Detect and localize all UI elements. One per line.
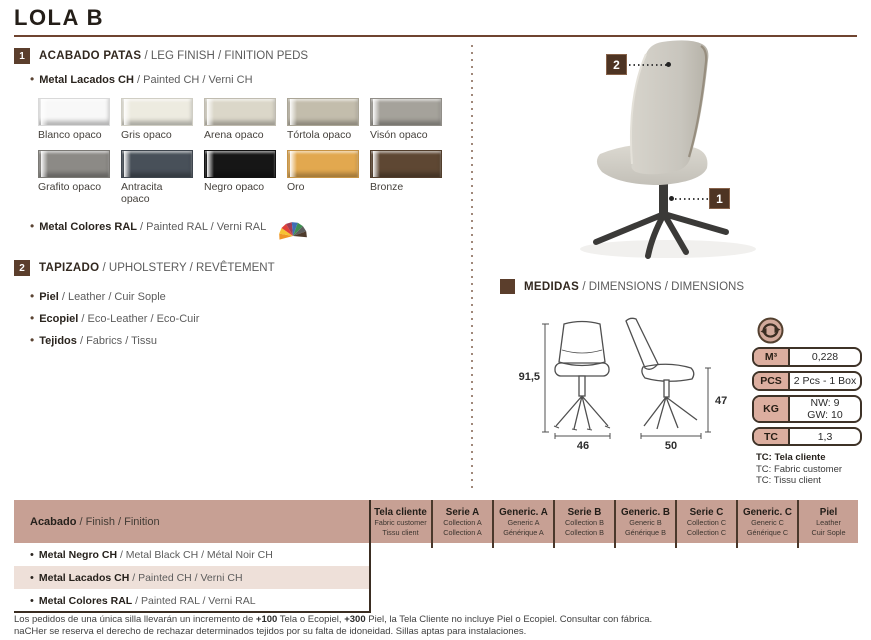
- swatch-item: Visón opaco: [370, 98, 442, 141]
- swatch-item: Gris opaco: [121, 98, 193, 141]
- spec-label: KG: [754, 397, 790, 421]
- dimensions-header: [500, 279, 744, 294]
- spec-row-volume: [752, 347, 862, 367]
- color-swatch: [287, 150, 359, 178]
- swivel-rotation-icon: [757, 317, 784, 344]
- footnote-line-2: naCHer se reserva el derecho de rechazar determinados tejidos por su falta de idoneidad. Sillas aptas para instalaciones.: [14, 625, 527, 637]
- column-header: Serie A Collection A Collection A: [431, 500, 492, 543]
- swatch-item: Arena opaco: [204, 98, 276, 141]
- column-tick: [675, 543, 677, 548]
- column-tick: [614, 543, 616, 548]
- callout-2-leader-line: [629, 64, 667, 66]
- column-header: Piel Leather Cuir Sople: [797, 500, 858, 543]
- spec-value: NW: 9 GW: 10: [807, 397, 843, 421]
- upholstery-item: • Tejidos / Fabrics / Tissu: [30, 333, 157, 347]
- color-swatch: [370, 150, 442, 178]
- callout-1-leader-line: [675, 198, 708, 200]
- bullet-icon: •: [30, 333, 35, 347]
- section-1-title: ACABADO PATAS / LEG FINISH / FINITION PEDS: [39, 50, 309, 62]
- column-header: Serie C Collection C Collection C: [675, 500, 736, 543]
- table-row: • Metal Lacados CH / Painted CH / Verni CH: [14, 566, 371, 589]
- color-swatch: [204, 150, 276, 178]
- bullet-icon: •: [30, 311, 35, 325]
- swatch-item: Oro: [287, 150, 359, 205]
- section-leg-finish-header: [14, 48, 308, 64]
- swatch-item: Blanco opaco: [38, 98, 110, 141]
- bullet-icon: •: [30, 571, 34, 584]
- bullet-icon: •: [30, 594, 34, 607]
- tc-notes: [756, 452, 842, 487]
- bullet-icon: •: [30, 289, 35, 303]
- footnote: [14, 614, 857, 637]
- column-header: Generic. A Generic A Générique A: [492, 500, 553, 543]
- dotted-divider: [471, 45, 473, 490]
- swatch-item: Grafito opaco: [38, 150, 110, 205]
- dim-side-depth-label: 50: [664, 440, 678, 452]
- column-tick: [492, 543, 494, 548]
- bullet-icon: •: [30, 219, 35, 233]
- footnote-line-1: Los pedidos de una única silla llevarán un incremento de +100 Tela o Ecopiel, +300 Piel, la Tela Cliente no incluye Piel o Ecopiel. Consultar con fábrica.: [14, 614, 653, 625]
- table-row: • Metal Negro CH / Metal Black CH / Métal Noir CH: [30, 548, 273, 561]
- column-tick: [797, 543, 799, 548]
- finish-table-corner-cell: Acabado / Finish / Finition: [30, 515, 160, 528]
- callout-2-badge: 2: [606, 54, 627, 75]
- color-swatch: [370, 98, 442, 126]
- dimension-drawings: [498, 312, 748, 454]
- bullet-icon: •: [30, 72, 35, 86]
- column-header: Serie B Collection B Collection B: [553, 500, 614, 543]
- upholstery-item: • Ecopiel / Eco-Leather / Eco-Cuir: [30, 311, 200, 325]
- swatch-item: Negro opaco: [204, 150, 276, 205]
- color-swatch: [38, 150, 110, 178]
- spec-value: 1,3: [817, 430, 833, 443]
- table-vertical-divider: [369, 500, 371, 613]
- spec-row-kg: [752, 395, 862, 423]
- column-tick: [736, 543, 738, 548]
- tc-note: TC: Tissu client: [756, 475, 821, 486]
- finish-table-header: [14, 500, 858, 543]
- swatch-item: Tórtola opaco: [287, 98, 359, 141]
- color-swatch: [121, 150, 193, 178]
- column-header: Generic. B Generic B Générique B: [614, 500, 675, 543]
- color-swatch: [38, 98, 110, 126]
- callout-1-leader-dot: [669, 196, 674, 201]
- section-1-badge: 1: [14, 48, 30, 64]
- bullet-icon: •: [30, 548, 34, 561]
- spec-label: M³: [754, 349, 790, 365]
- dim-front-width-label: 46: [576, 440, 590, 452]
- column-header: Generic. C Generic C Générique C: [736, 500, 797, 543]
- column-tick: [431, 543, 433, 548]
- spec-label: TC: [754, 429, 790, 444]
- metal-ral-line: • Metal Colores RAL / Painted RAL / Verni RAL: [30, 213, 310, 240]
- section-2-title: TAPIZADO / UPHOLSTERY / REVÊTEMENT: [39, 262, 275, 274]
- spec-row-tc: [752, 427, 862, 446]
- dim-height-label: 91,5: [518, 371, 540, 383]
- table-bottom-border: [14, 611, 371, 613]
- tc-note: TC: Fabric customer: [756, 463, 843, 475]
- column-tick: [553, 543, 555, 548]
- swatch-item: Antracita opaco: [121, 150, 193, 205]
- color-swatch: [204, 98, 276, 126]
- metal-lacados-line: • Metal Lacados CH / Painted CH / Verni CH: [30, 72, 253, 86]
- color-swatch: [287, 98, 359, 126]
- spec-label: PCS: [754, 373, 790, 389]
- dimensions-square-icon: [500, 279, 515, 294]
- table-row: • Metal Colores RAL / Painted RAL / Verni RAL: [30, 594, 256, 607]
- dimensions-title: MEDIDAS / DIMENSIONS / DIMENSIONS: [524, 280, 744, 293]
- color-swatch: [121, 98, 193, 126]
- swatch-item: Bronze: [370, 150, 442, 205]
- ral-color-fan-icon: [276, 213, 310, 240]
- section-2-badge: 2: [14, 260, 30, 276]
- spec-row-pcs: [752, 371, 862, 391]
- upholstery-item: • Piel / Leather / Cuir Sople: [30, 289, 166, 303]
- spec-value: 0,228: [811, 351, 839, 363]
- leg-finish-swatches: [38, 98, 442, 205]
- spec-value: 2 Pcs - 1 Box: [793, 375, 857, 387]
- chair-product-image: [540, 36, 800, 266]
- tc-note: TC: Tela cliente: [756, 452, 826, 463]
- column-header: Tela cliente Fabric customer Tissu client: [374, 507, 427, 537]
- callout-2-leader-dot: [666, 62, 671, 67]
- section-upholstery-header: [14, 260, 275, 276]
- page-title: LOLA B: [14, 5, 105, 30]
- dim-seat-height-label: 47: [715, 395, 728, 407]
- callout-1-badge: 1: [709, 188, 730, 209]
